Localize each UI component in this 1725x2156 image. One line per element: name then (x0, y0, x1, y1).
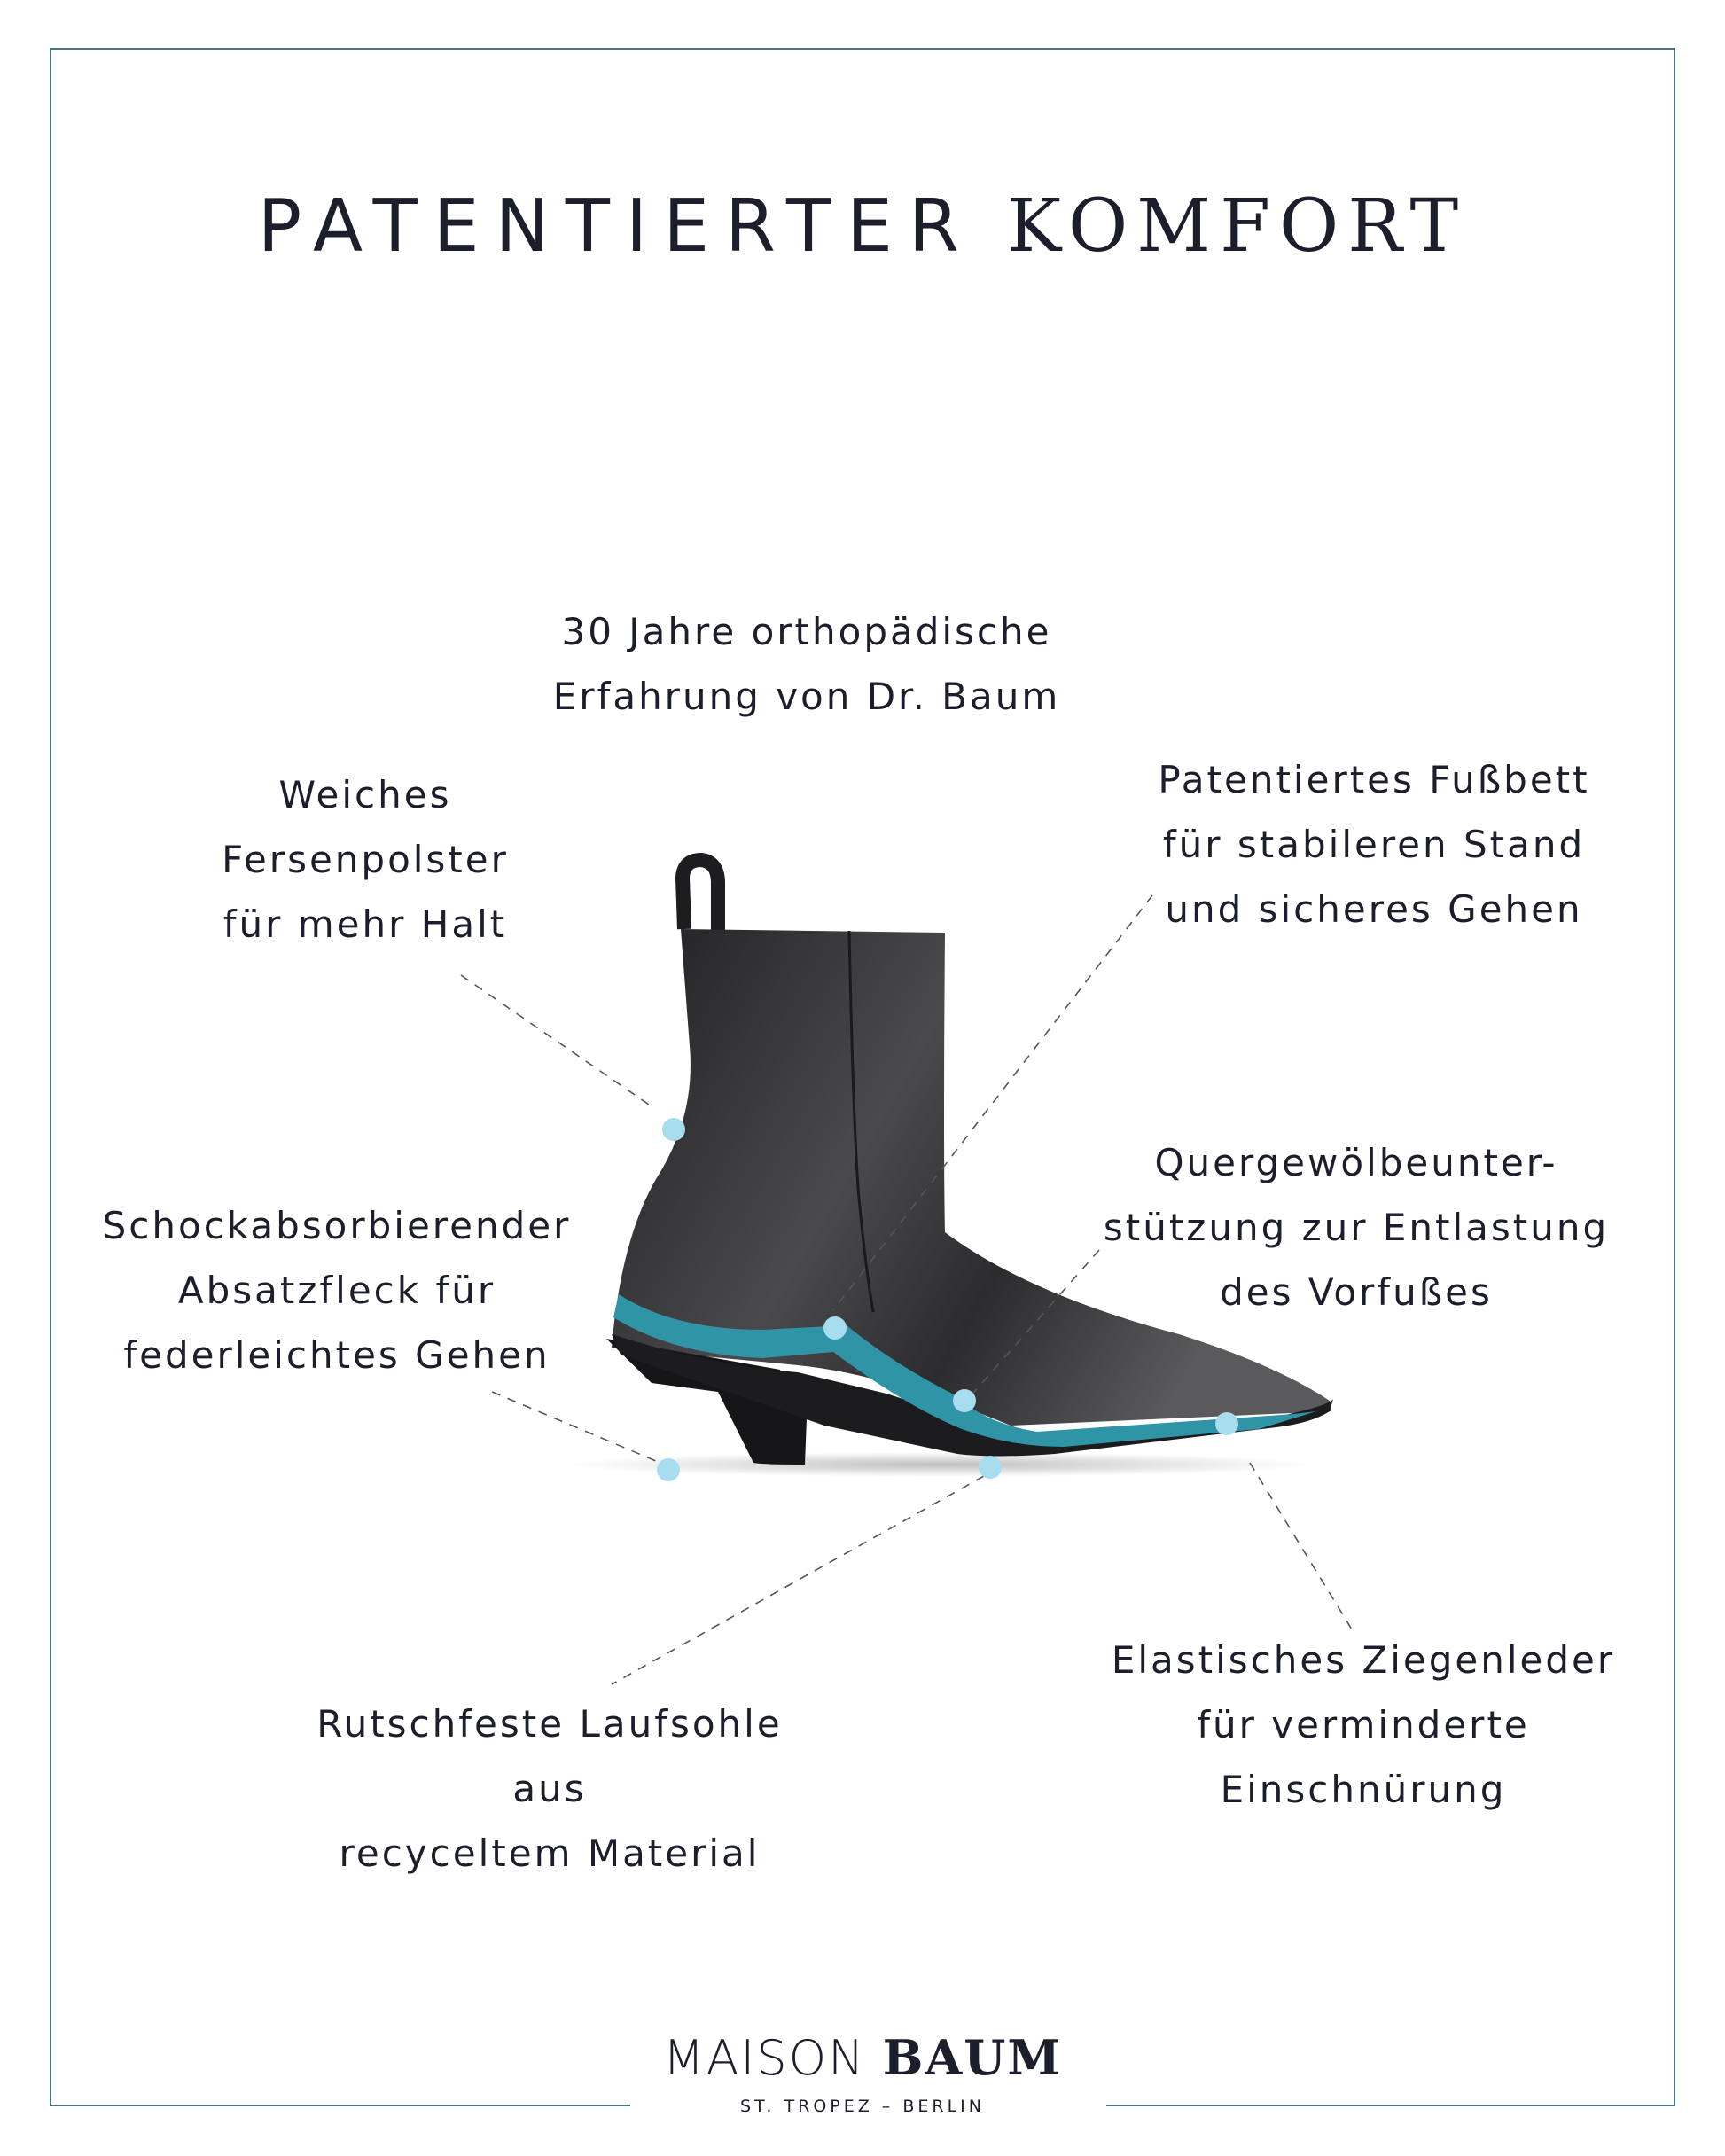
label-leather: Elastisches Ziegenleder für verminderte Einschnürung (1111, 1638, 1616, 1811)
marker-leather (1215, 1412, 1238, 1435)
marker-footbed (823, 1316, 847, 1340)
title-part-1: PATENTIERTER (257, 184, 975, 269)
marker-arch (953, 1389, 976, 1412)
marker-outsole (979, 1456, 1002, 1479)
brand-name-bold: BAUM (882, 2029, 1063, 2086)
label-arch-support: Quergewölbeunter- stützung zur Entlastung des Vorfußes (1103, 1141, 1610, 1314)
title-part-2: KOMFORT (1006, 184, 1468, 269)
label-shock-absorb: Schockabsorbierender Absatzfleck für federleichtes Gehen (102, 1204, 572, 1377)
label-experience: 30 Jahre orthopädische Erfahrung von Dr. Baum (552, 610, 1061, 718)
label-footbed: Patentiertes Fußbett für stabileren Stand und sicheres Gehen (1158, 758, 1590, 931)
brand-name-light: MAISON (662, 2030, 866, 2086)
label-heel-pad: Weiches Fersenpolster für mehr Halt (222, 773, 509, 946)
brand-logo (0, 2030, 1725, 2116)
marker-heel-pad (662, 1118, 685, 1141)
label-outsole: Rutschfeste Laufsohle aus recyceltem Material (316, 1702, 783, 1875)
brand-tagline: ST. TROPEZ – BERLIN (740, 2097, 985, 2116)
brand-name (0, 2030, 1725, 2086)
marker-shock (657, 1458, 680, 1481)
